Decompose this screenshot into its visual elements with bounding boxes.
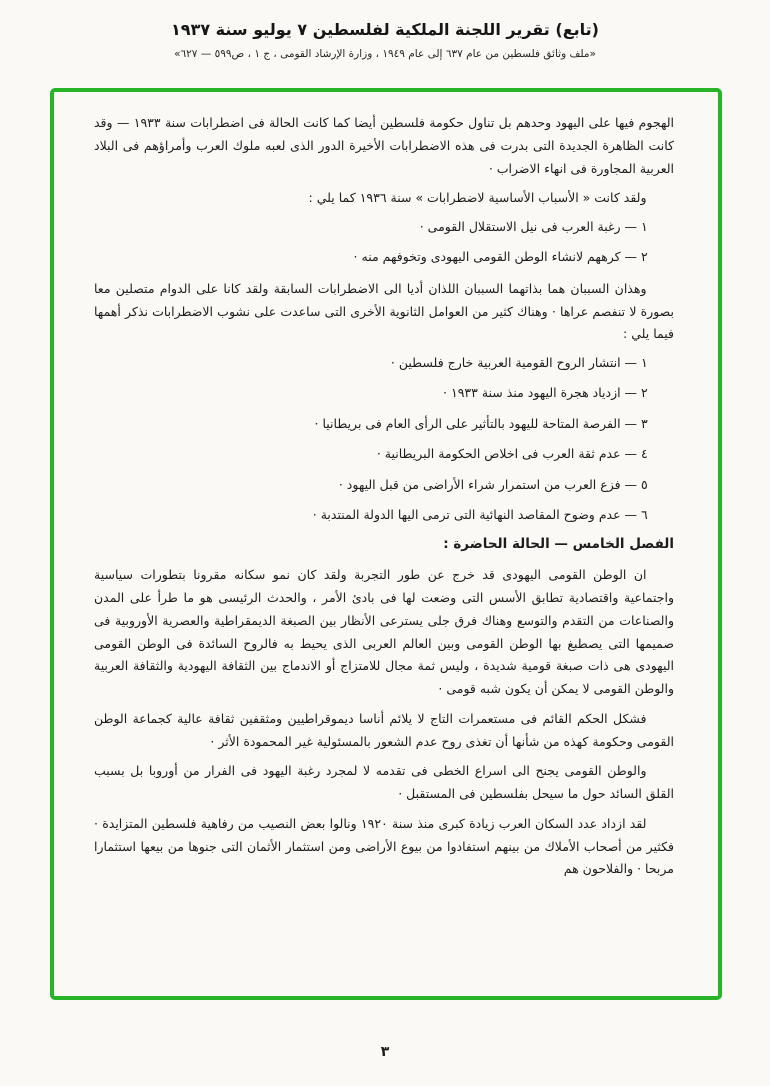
list-item: ٤ — عدم ثقة العرب فى اخلاص الحكومة البريطانية ·: [376, 446, 648, 462]
paragraph-national-home: ان الوطن القومى اليهودى قد خرج عن طور التجربة ولقد كان نمو سكانه مقرونا بتطورات سياسية واجتماعية واقتصادية تطابق الأسس التى وضعت لها فى بادئ الأمر ، والحدث الرئيسى هو ما طرأ على المدن والصناعات من التقدم والتوسع وهناك فرق جلى يسترعى الأنظار بين الصبغة الديمقراطية والعصرية الأوروبية فى صميمها التى يصطبغ بها الوطن القومى وبين العالم العربى الذى يحيط به فالروح السائدة فى الوطن القومى اليهودى هى ذات صبغة قومية شديدة ، وليس ثمة مجال للامتزاج أو الاندماج بين الثقافة اليهودية والثقافة العربية والوطن القومى لا يمكن أن يكون شبه قومى ·: [94, 567, 674, 696]
list-item: ٦ — عدم وضوح المقاصد النهائية التى ترمى اليها الدولة المنتدبة ·: [312, 506, 648, 522]
page-number: ٣: [380, 1044, 390, 1060]
document-header: [0, 0, 770, 60]
document-source-line: «ملف وثائق فلسطين من عام ٦٣٧ إلى عام ١٩٤٩ ، وزارة الإرشاد القومى ، ج ١ ، ص٥٩٩ — ٦٢٧»: [174, 48, 596, 60]
paragraph-arab-population: لقد ازداد عدد السكان العرب زيادة كبرى منذ سنة ١٩٢٠ ونالوا بعض النصيب من رفاهية فلسطين المتزايدة · فكثير من أصحاب الأملاك من بينهم استفادوا من بيوع الأراضى ومن استثمار الأثمان التى جنوها من بيعها استثمارا مربحا · والفلاحون هم: [94, 815, 674, 877]
paragraph-rapid-progress: والوطن القومى يجنح الى اسراع الخطى فى تقدمه لا لمجرد رغبة اليهود فى الفرار من أوروبا بل بسبب القلق السائد حول ما سيحل بفلسطين فى المستقبل ·: [94, 763, 674, 801]
list-item: ٣ — الفرصة المتاحة لليهود بالتأثير على الرأى العام فى بريطانيا ·: [314, 415, 648, 431]
paragraph-causes-intro: ولقد كانت « الأسباب الأساسية لاضطرابات » سنة ١٩٣٦ كما يلي :: [308, 190, 647, 206]
paragraph-secondary-factors-intro: وهذان السببان هما بذاتهما السببان اللذان أديا الى الاضطرابات السابقة ولقد كانا على الدوام متصلين معا بصورة لا تنفصم عراها · وهناك كثير من العوامل الثانوية الأخرى التى ساعدت على نشوب الاضطرابات نذكر أهمها فيما يلي :: [94, 280, 674, 342]
paragraph-crown-colonies: فشكل الحكم القائم فى مستعمرات التاج لا يلائم أناسا ديموقراطيين ومثقفين ثقافة عالية كجماعة الوطن القومى وحكومة كهذه من شأنها أن تغذى روح عدم الشعور بالمسئولية غير المحمودة الأثر ·: [94, 710, 674, 749]
list-item: ١ — رغبة العرب فى نيل الاستقلال القومى ·: [419, 219, 648, 234]
document-title: (تابع) تقرير اللجنة الملكية لفلسطين ٧ يوليو سنة ١٩٣٧: [171, 20, 599, 39]
list-item: ٢ — كرههم لانشاء الوطن القومى اليهودى وتخوفهم منه ·: [353, 249, 648, 265]
chapter-five-heading: الفصل الخامس — الحالة الحاضرة :: [443, 536, 674, 553]
list-item: ١ — انتشار الروح القومية العربية خارج فلسطين ·: [390, 355, 648, 370]
list-item: ٢ — ازدياد هجرة اليهود منذ سنة ١٩٣٣ ·: [443, 385, 648, 401]
list-item: ٥ — فزع العرب من استمرار شراء الأراضى من قبل اليهود ·: [338, 476, 648, 492]
paragraph-continuation: الهجوم فيها على اليهود وحدهم بل تناول حكومة فلسطين أيضا كما كانت الحالة فى اضطرابات سنة ١٩٣٣ — وقد كانت الظاهرة الجديدة التى بدرت فى هذه الاضطرابات الأخيرة الدور الذى لعبه ملوك العرب وأمراؤهم فى البلاد العربية المجاورة فى انهاء الاضراب ·: [94, 115, 674, 176]
green-highlight-frame: [50, 88, 722, 1000]
